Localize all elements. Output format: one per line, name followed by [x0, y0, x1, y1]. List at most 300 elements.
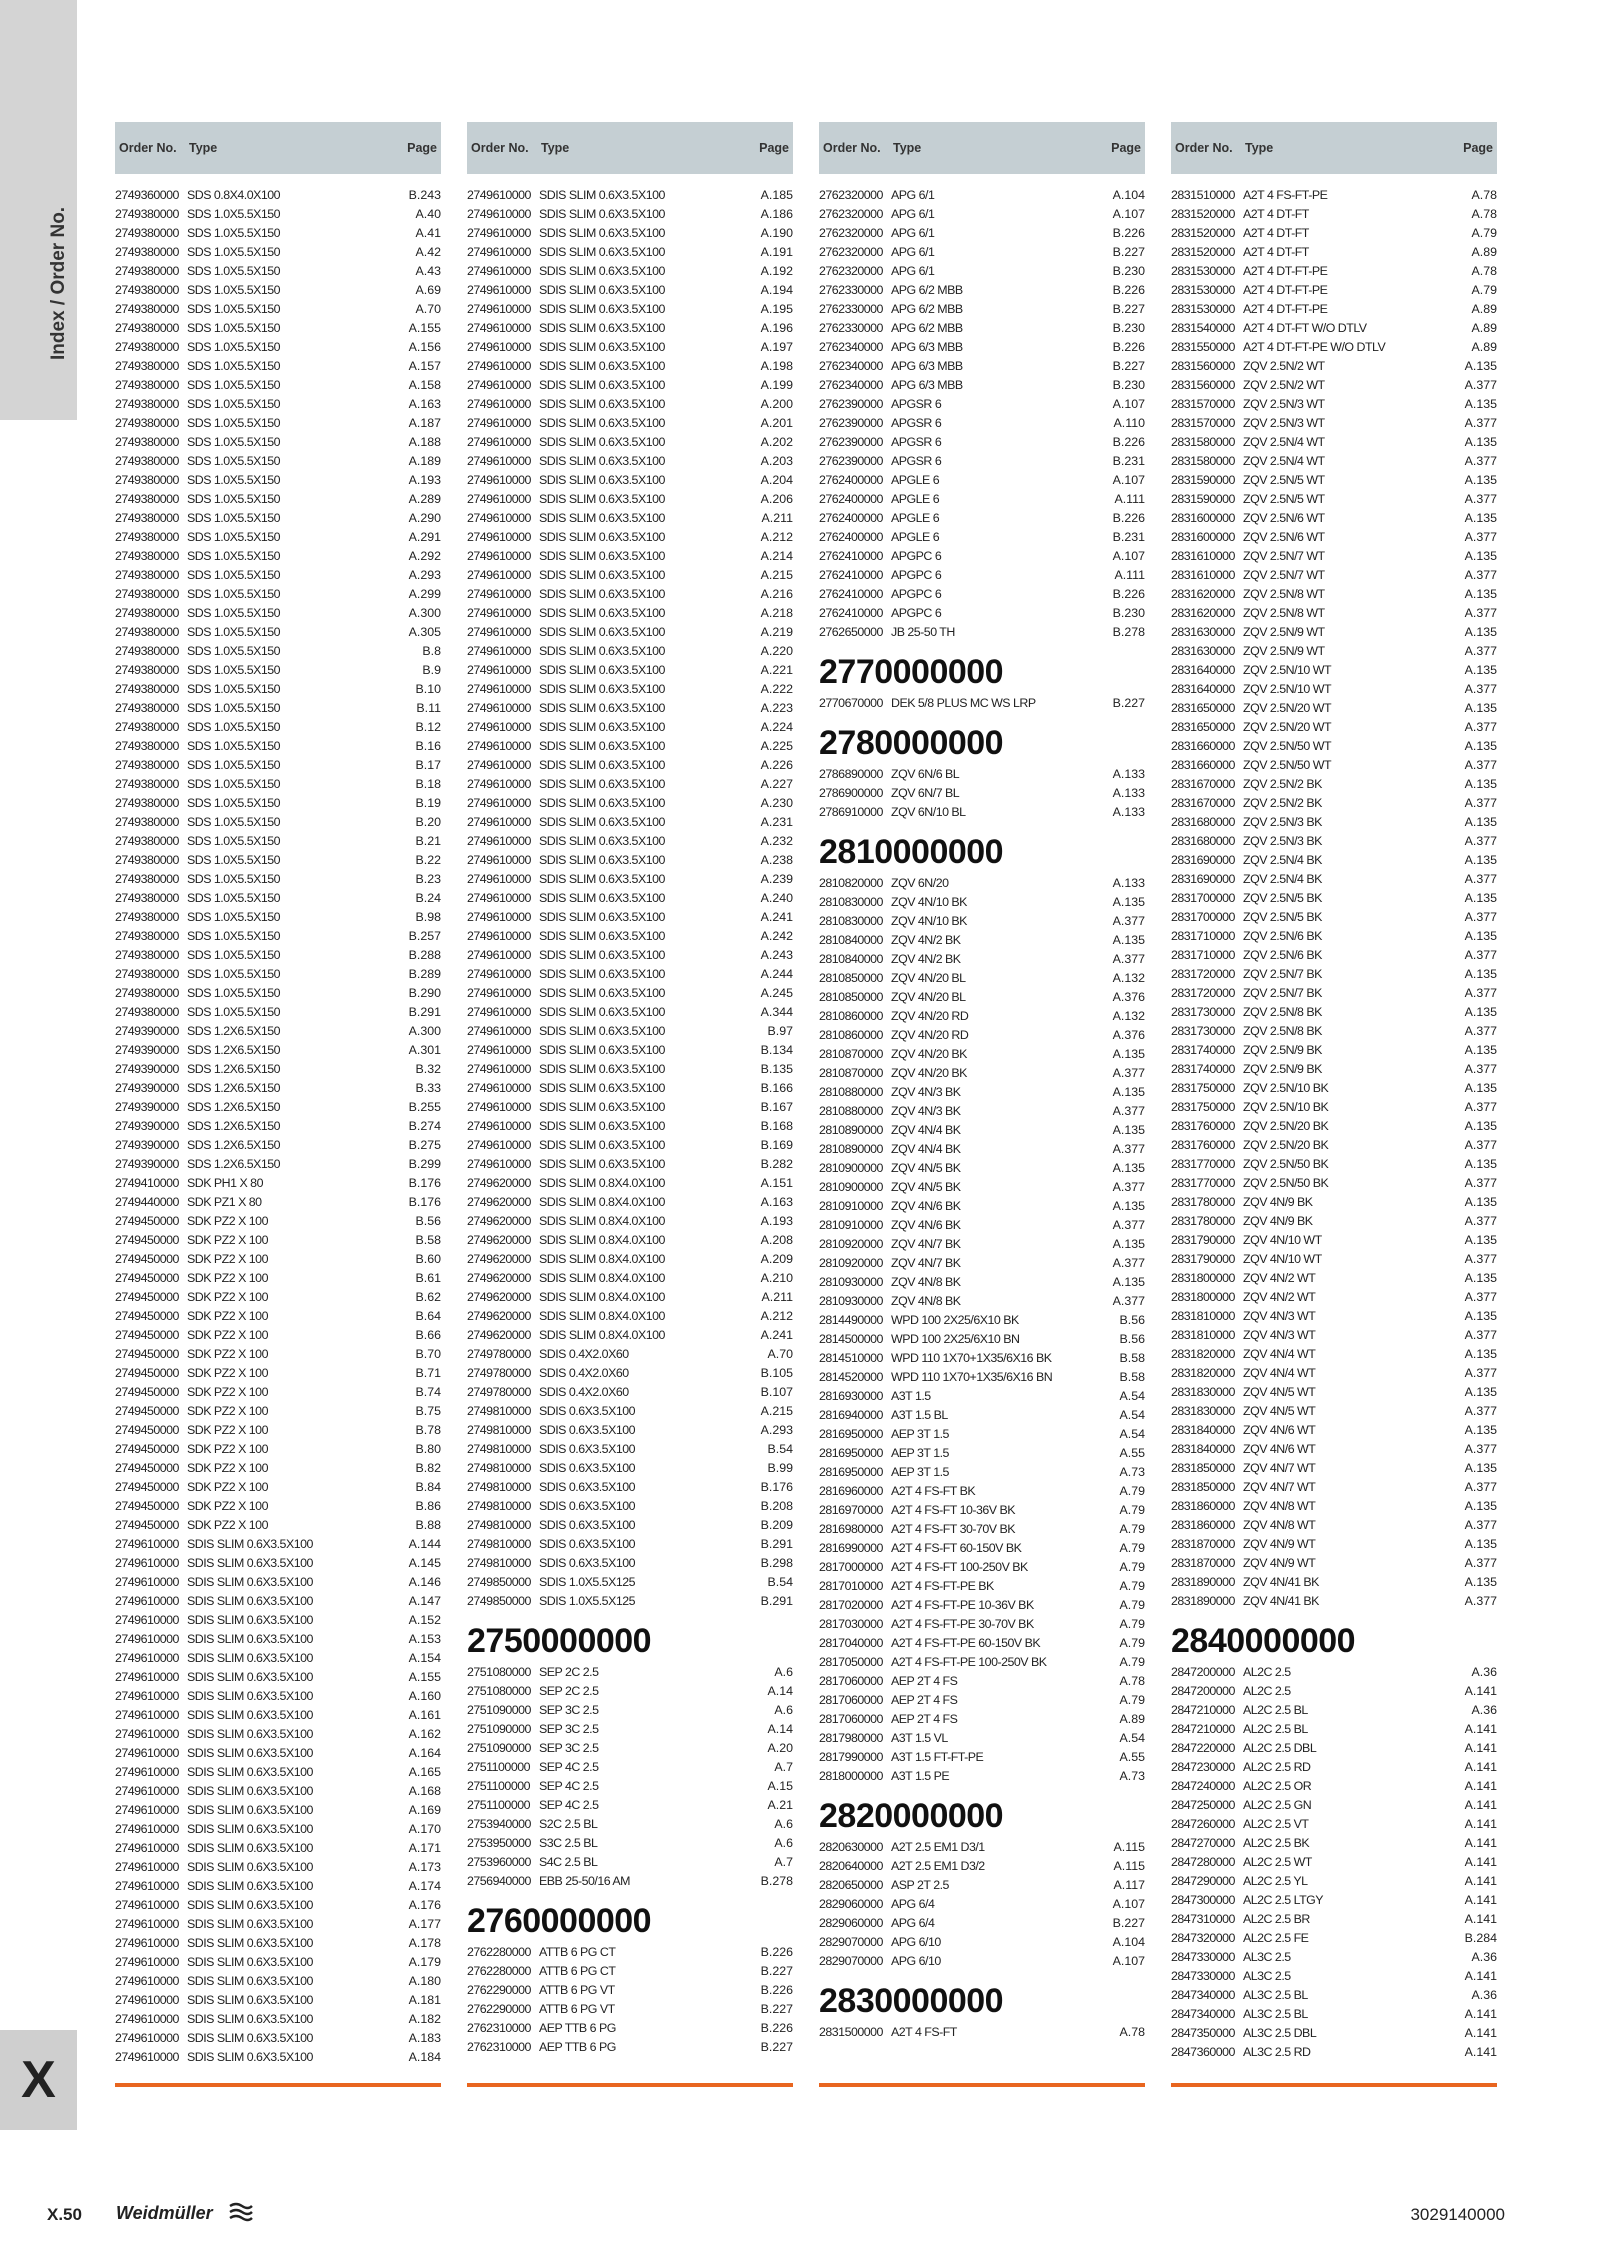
order-no-cell: 2762320000	[819, 245, 883, 259]
page-ref-cell: A.192	[760, 264, 793, 278]
index-row	[467, 528, 793, 547]
order-no-cell: 2762410000	[819, 606, 883, 620]
page-ref-cell: A.197	[760, 340, 793, 354]
order-no-cell: 2749610000	[115, 1898, 179, 1912]
order-no-cell: 2810860000	[819, 1028, 883, 1042]
page-ref-cell: A.203	[760, 454, 793, 468]
order-no-cell: 2847330000	[1171, 1950, 1235, 1964]
index-row	[1171, 1834, 1497, 1853]
column-footer-rule	[1171, 2083, 1497, 2087]
order-no-cell: 2749810000	[467, 1461, 531, 1475]
order-no-cell: 2847210000	[1171, 1722, 1235, 1736]
type-cell: SDIS SLIM 0.6X3.5X100	[539, 1157, 665, 1171]
index-row	[467, 1174, 793, 1193]
type-cell: A2T 4 FS-FT BK	[891, 1484, 976, 1498]
page-ref-cell: A.193	[408, 473, 441, 487]
page-ref-cell: A.133	[1112, 876, 1145, 890]
type-cell: SDIS 0.6X3.5X100	[539, 1461, 636, 1475]
page-ref-cell: A.43	[415, 264, 441, 278]
column-body	[1171, 174, 1497, 2087]
group-heading: 2760000000	[467, 1902, 652, 1940]
page-ref-cell: A.242	[760, 929, 793, 943]
index-row	[467, 2038, 793, 2057]
type-cell: ZQV 4N/20 BK	[891, 1066, 967, 1080]
order-no-cell: 2749610000	[467, 188, 531, 202]
order-no-cell: 2749810000	[467, 1480, 531, 1494]
type-cell: ATTB 6 PG VT	[539, 2002, 615, 2016]
type-cell: SDS 1.0X5.5X150	[187, 549, 281, 563]
page-ref-cell: A.141	[1464, 1798, 1497, 1812]
page-ref-cell: A.107	[1112, 549, 1145, 563]
page-ref-cell: A.293	[408, 568, 441, 582]
type-cell: ZQV 4N/4 BK	[891, 1123, 961, 1137]
order-no-cell: 2831630000	[1171, 625, 1235, 639]
index-row	[115, 2048, 441, 2067]
order-no-cell: 2831620000	[1171, 587, 1235, 601]
index-row	[115, 813, 441, 832]
type-cell: ZQV 6N/6 BL	[891, 767, 960, 781]
index-row	[819, 1121, 1145, 1140]
page-ref-cell: A.42	[415, 245, 441, 259]
order-no-cell: 2749450000	[115, 1214, 179, 1228]
order-no-cell: 2749380000	[115, 245, 179, 259]
page-ref-cell: A.377	[1464, 872, 1497, 886]
order-no-cell: 2749390000	[115, 1100, 179, 1114]
order-no-cell: 2749620000	[467, 1233, 531, 1247]
index-row	[467, 376, 793, 395]
page-ref-cell: A.180	[408, 1974, 441, 1988]
index-row	[1171, 1815, 1497, 1834]
index-row	[1171, 414, 1497, 433]
index-row	[467, 1231, 793, 1250]
type-cell: ZQV 4N/6 BK	[891, 1199, 961, 1213]
index-row	[115, 1820, 441, 1839]
order-no-cell: 2820650000	[819, 1878, 883, 1892]
order-no-cell: 2831610000	[1171, 549, 1235, 563]
page-ref-cell: A.292	[408, 549, 441, 563]
index-row	[467, 1098, 793, 1117]
order-no-cell: 2762400000	[819, 511, 883, 525]
order-no-cell: 2749390000	[115, 1119, 179, 1133]
type-cell: SDIS SLIM 0.6X3.5X100	[187, 1613, 313, 1627]
type-cell: SDS 1.0X5.5X150	[187, 359, 281, 373]
page-ref-cell: A.78	[1119, 1674, 1145, 1688]
order-no-cell: 2749380000	[115, 948, 179, 962]
page-ref-cell: A.177	[408, 1917, 441, 1931]
order-no-cell: 2847320000	[1171, 1931, 1235, 1945]
index-column-1	[115, 122, 441, 2087]
index-row	[819, 1349, 1145, 1368]
page-ref-cell: B.176	[408, 1195, 441, 1209]
page-ref-cell: A.240	[760, 891, 793, 905]
index-row	[1171, 927, 1497, 946]
page-ref-cell: A.206	[760, 492, 793, 506]
order-no-cell: 2749810000	[467, 1556, 531, 1570]
type-cell: SDIS SLIM 0.6X3.5X100	[187, 1594, 313, 1608]
page-ref-cell: A.78	[1471, 264, 1497, 278]
page-ref-cell: A.198	[760, 359, 793, 373]
order-no-cell: 2831820000	[1171, 1366, 1235, 1380]
type-cell: SEP 4C 2.5	[539, 1779, 599, 1793]
page-ref-cell: B.255	[408, 1100, 441, 1114]
page-ref-cell: A.6	[774, 1703, 793, 1717]
order-no-cell: 2810820000	[819, 876, 883, 890]
index-row	[467, 2000, 793, 2019]
index-row	[115, 832, 441, 851]
page-ref-cell: A.135	[1464, 967, 1497, 981]
page-ref-cell: B.8	[422, 644, 441, 658]
order-no-cell: 2847300000	[1171, 1893, 1235, 1907]
type-cell: SDS 1.0X5.5X150	[187, 321, 281, 335]
index-row	[1171, 661, 1497, 680]
type-cell: SDIS SLIM 0.6X3.5X100	[539, 207, 665, 221]
order-no-cell: 2749380000	[115, 777, 179, 791]
index-row	[467, 604, 793, 623]
order-no-cell: 2749620000	[467, 1328, 531, 1342]
page-ref-cell: A.73	[1119, 1465, 1145, 1479]
index-row	[467, 623, 793, 642]
index-row	[1171, 1060, 1497, 1079]
page-ref-cell: A.107	[1112, 207, 1145, 221]
column-header	[1171, 122, 1497, 174]
index-row	[115, 357, 441, 376]
order-no-cell: 2762320000	[819, 188, 883, 202]
index-row	[115, 1136, 441, 1155]
index-row	[1171, 642, 1497, 661]
order-no-cell: 2831760000	[1171, 1119, 1235, 1133]
page-ref-cell: A.79	[1119, 1655, 1145, 1669]
order-no-cell: 2831690000	[1171, 853, 1235, 867]
page-ref-cell: A.135	[1112, 1047, 1145, 1061]
page-ref-cell: B.18	[415, 777, 441, 791]
index-row	[1171, 908, 1497, 927]
index-row	[1171, 1777, 1497, 1796]
page-ref-cell: A.377	[1464, 1214, 1497, 1228]
order-no-cell: 2810830000	[819, 914, 883, 928]
type-cell: SDIS SLIM 0.6X3.5X100	[539, 245, 665, 259]
order-no-cell: 2847310000	[1171, 1912, 1235, 1926]
index-row	[115, 1478, 441, 1497]
order-no-cell: 2820630000	[819, 1840, 883, 1854]
type-cell: ZQV 2.5N/4 WT	[1243, 435, 1325, 449]
index-row	[467, 1682, 793, 1701]
order-no-cell: 2749620000	[467, 1195, 531, 1209]
order-no-cell: 2831750000	[1171, 1100, 1235, 1114]
index-row	[1171, 1136, 1497, 1155]
order-no-cell: 2749620000	[467, 1309, 531, 1323]
type-cell: ZQV 2.5N/5 BK	[1243, 910, 1322, 924]
order-no-cell: 2817030000	[819, 1617, 883, 1631]
index-row	[819, 395, 1145, 414]
type-cell: SDIS SLIM 0.6X3.5X100	[539, 853, 665, 867]
index-row	[1171, 2043, 1497, 2062]
page-ref-cell: A.377	[1112, 1180, 1145, 1194]
order-no-cell: 2810880000	[819, 1104, 883, 1118]
type-cell: ZQV 4N/4 WT	[1243, 1347, 1316, 1361]
page-ref-cell: B.226	[760, 2021, 793, 2035]
index-row	[1171, 1022, 1497, 1041]
order-no-cell: 2749610000	[115, 1746, 179, 1760]
order-no-cell: 2831830000	[1171, 1385, 1235, 1399]
type-cell: AEP 3T 1.5	[891, 1446, 949, 1460]
type-cell: SDIS SLIM 0.6X3.5X100	[539, 283, 665, 297]
index-row	[467, 509, 793, 528]
order-no-cell: 2831560000	[1171, 378, 1235, 392]
order-no-cell: 2749610000	[467, 207, 531, 221]
page-ref-cell: A.135	[1464, 1499, 1497, 1513]
type-cell: SDIS SLIM 0.8X4.0X100	[539, 1176, 665, 1190]
type-cell: ZQV 6N/10 BL	[891, 805, 966, 819]
order-no-cell: 2749610000	[115, 1575, 179, 1589]
index-row	[467, 1383, 793, 1402]
page-ref-cell: A.79	[1119, 1541, 1145, 1555]
index-row	[115, 376, 441, 395]
type-cell: SDK PZ2 X 100	[187, 1271, 268, 1285]
page-ref-cell: A.79	[1471, 283, 1497, 297]
page-ref-cell: A.376	[1112, 990, 1145, 1004]
order-no-cell: 2749610000	[115, 1803, 179, 1817]
index-row	[1171, 1720, 1497, 1739]
index-row	[1171, 1910, 1497, 1929]
type-cell: ZQV 4N/20 RD	[891, 1009, 969, 1023]
page-ref-cell: A.194	[760, 283, 793, 297]
order-no-cell: 2749610000	[115, 1936, 179, 1950]
order-no-cell: 2817040000	[819, 1636, 883, 1650]
page-ref-cell: A.135	[1464, 511, 1497, 525]
index-row	[1171, 1174, 1497, 1193]
type-cell: SDS 0.8X4.0X100	[187, 188, 281, 202]
page-ref-cell: A.162	[408, 1727, 441, 1741]
type-cell: SDIS SLIM 0.6X3.5X100	[187, 1841, 313, 1855]
page-ref-cell: A.154	[408, 1651, 441, 1665]
order-no-cell: 2831850000	[1171, 1480, 1235, 1494]
index-row	[819, 1235, 1145, 1254]
order-no-cell: 2831740000	[1171, 1043, 1235, 1057]
index-row	[467, 984, 793, 1003]
type-cell: ZQV 2.5N/50 WT	[1243, 758, 1332, 772]
order-no-cell: 2762650000	[819, 625, 883, 639]
index-row	[1171, 471, 1497, 490]
order-no-cell: 2749610000	[115, 1727, 179, 1741]
type-cell: ZQV 2.5N/6 BK	[1243, 948, 1322, 962]
index-row	[1171, 300, 1497, 319]
page-ref-cell: A.135	[1112, 1199, 1145, 1213]
order-no-cell: 2751080000	[467, 1665, 531, 1679]
type-cell: ZQV 2.5N/3 WT	[1243, 397, 1325, 411]
type-cell: ZQV 2.5N/2 BK	[1243, 777, 1322, 791]
index-row	[115, 1725, 441, 1744]
index-row	[115, 414, 441, 433]
index-row	[1171, 680, 1497, 699]
page-ref-cell: A.193	[760, 1214, 793, 1228]
index-row	[467, 1663, 793, 1682]
type-cell: SDIS SLIM 0.6X3.5X100	[539, 720, 665, 734]
brand-mark-icon	[228, 2200, 254, 2222]
type-cell: AEP 2T 4 FS	[891, 1712, 958, 1726]
type-cell: SDIS SLIM 0.8X4.0X100	[539, 1328, 665, 1342]
index-row	[1171, 262, 1497, 281]
order-no-cell: 2749380000	[115, 530, 179, 544]
order-no-cell: 2749610000	[467, 549, 531, 563]
page-ref-cell: A.115	[1113, 1859, 1145, 1873]
order-no-cell: 2829060000	[819, 1916, 883, 1930]
order-no-cell: 2749380000	[115, 644, 179, 658]
order-no-cell: 2831810000	[1171, 1309, 1235, 1323]
page-ref-cell: A.141	[1464, 1722, 1497, 1736]
order-no-cell: 2831500000	[819, 2025, 883, 2039]
index-row	[467, 1758, 793, 1777]
page-ref-cell: A.218	[760, 606, 793, 620]
order-no-cell: 2762310000	[467, 2021, 531, 2035]
page-ref-cell: A.79	[1119, 1693, 1145, 1707]
order-no-cell: 2831760000	[1171, 1138, 1235, 1152]
type-cell: SDIS 0.6X3.5X100	[539, 1423, 636, 1437]
index-row	[115, 794, 441, 813]
index-row	[115, 1079, 441, 1098]
index-row	[115, 2010, 441, 2029]
type-cell: SDIS SLIM 0.6X3.5X100	[187, 1898, 313, 1912]
type-cell: ZQV 4N/3 WT	[1243, 1328, 1316, 1342]
index-row	[819, 623, 1145, 642]
index-row	[115, 1364, 441, 1383]
type-cell: SEP 3C 2.5	[539, 1703, 599, 1717]
index-row	[115, 718, 441, 737]
type-cell: SDS 1.0X5.5X150	[187, 264, 281, 278]
order-no-cell: 2847270000	[1171, 1836, 1235, 1850]
group-heading: 2830000000	[819, 1982, 1004, 2020]
index-row	[115, 1649, 441, 1668]
type-cell: SDIS SLIM 0.6X3.5X100	[539, 1005, 665, 1019]
type-cell: ZQV 2.5N/50 WT	[1243, 739, 1332, 753]
type-cell: SDIS SLIM 0.6X3.5X100	[539, 378, 665, 392]
index-row	[1171, 1345, 1497, 1364]
type-cell: A2T 2.5 EM1 D3/2	[891, 1859, 985, 1873]
order-no-cell: 2831800000	[1171, 1271, 1235, 1285]
type-cell: ZQV 4N/8 BK	[891, 1275, 961, 1289]
page-ref-cell: B.291	[408, 1005, 441, 1019]
index-row	[1171, 319, 1497, 338]
order-no-cell: 2847280000	[1171, 1855, 1235, 1869]
index-row	[819, 1857, 1145, 1876]
index-row	[115, 661, 441, 680]
index-row	[1171, 1212, 1497, 1231]
order-no-cell: 2762390000	[819, 416, 883, 430]
order-no-cell: 2847220000	[1171, 1741, 1235, 1755]
type-cell: A3T 1.5 VL	[891, 1731, 948, 1745]
page-ref-cell: B.80	[415, 1442, 441, 1456]
index-row	[819, 1748, 1145, 1767]
page-ref-cell: B.227	[1112, 245, 1145, 259]
index-row	[115, 1402, 441, 1421]
index-row	[819, 1140, 1145, 1159]
index-row	[467, 357, 793, 376]
index-row	[115, 1497, 441, 1516]
type-cell: SDK PZ2 X 100	[187, 1404, 268, 1418]
type-cell: ZQV 2.5N/7 WT	[1243, 568, 1325, 582]
page-ref-cell: B.278	[760, 1874, 793, 1888]
order-no-cell: 2749610000	[467, 663, 531, 677]
index-row	[819, 1425, 1145, 1444]
group-heading: 2810000000	[819, 833, 1004, 871]
type-cell: A2T 4 FS-FT-PE 100-250V BK	[891, 1655, 1047, 1669]
page-ref-cell: A.36	[1471, 1703, 1497, 1717]
type-cell: ZQV 4N/20 RD	[891, 1028, 969, 1042]
page-ref-cell: A.54	[1119, 1731, 1145, 1745]
index-row	[115, 1421, 441, 1440]
page-ref-cell: B.16	[415, 739, 441, 753]
index-row	[115, 300, 441, 319]
index-row	[819, 1178, 1145, 1197]
index-row	[115, 1041, 441, 1060]
order-no-cell: 2814520000	[819, 1370, 883, 1384]
order-no-cell: 2831550000	[1171, 340, 1235, 354]
order-no-cell: 2831790000	[1171, 1233, 1235, 1247]
page-ref-cell: A.377	[1464, 606, 1497, 620]
order-no-cell: 2831720000	[1171, 967, 1235, 981]
type-cell: ZQV 4N/2 WT	[1243, 1271, 1316, 1285]
page-ref-cell: A.79	[1119, 1579, 1145, 1593]
order-no-cell: 2749610000	[467, 739, 531, 753]
index-row	[819, 376, 1145, 395]
type-cell: ZQV 4N/20 BL	[891, 971, 966, 985]
page-ref-cell: A.141	[1464, 1855, 1497, 1869]
index-row	[115, 1383, 441, 1402]
index-row	[115, 1174, 441, 1193]
page-ref-cell: A.161	[408, 1708, 441, 1722]
type-cell: ZQV 2.5N/6 WT	[1243, 511, 1325, 525]
page-ref-cell: A.377	[1464, 1176, 1497, 1190]
order-no-cell: 2749380000	[115, 264, 179, 278]
index-row	[467, 718, 793, 737]
index-row	[467, 1796, 793, 1815]
type-cell: ZQV 4N/8 WT	[1243, 1518, 1316, 1532]
page-ref-cell: A.216	[760, 587, 793, 601]
type-cell: ZQV 2.5N/8 BK	[1243, 1024, 1322, 1038]
type-cell: ATTB 6 PG CT	[539, 1964, 616, 1978]
order-no-cell: 2749610000	[115, 2031, 179, 2045]
page-ref-cell: B.227	[1112, 696, 1145, 710]
order-no-cell: 2749610000	[467, 1062, 531, 1076]
order-no-cell: 2829070000	[819, 1954, 883, 1968]
page-ref-cell: A.157	[408, 359, 441, 373]
page-ref-cell: B.226	[760, 1945, 793, 1959]
page-ref-cell: A.135	[1464, 701, 1497, 715]
type-cell: SDIS SLIM 0.6X3.5X100	[539, 264, 665, 278]
type-cell: SDS 1.0X5.5X150	[187, 1005, 281, 1019]
brand-logo-text: Weidmüller	[116, 2203, 213, 2223]
page-ref-cell: B.169	[760, 1138, 793, 1152]
type-cell: SDIS SLIM 0.6X3.5X100	[539, 663, 665, 677]
type-cell: SEP 2C 2.5	[539, 1684, 599, 1698]
index-row	[115, 243, 441, 262]
order-no-cell: 2817050000	[819, 1655, 883, 1669]
type-cell: APG 6/4	[891, 1916, 935, 1930]
index-row	[1171, 623, 1497, 642]
index-row	[467, 281, 793, 300]
type-cell: ZQV 2.5N/10 BK	[1243, 1081, 1329, 1095]
index-row	[467, 300, 793, 319]
type-cell: ZQV 4N/8 WT	[1243, 1499, 1316, 1513]
order-no-cell: 2749610000	[467, 910, 531, 924]
index-row	[819, 1710, 1145, 1729]
index-row	[1171, 1079, 1497, 1098]
type-cell: ZQV 2.5N/7 BK	[1243, 967, 1322, 981]
index-row	[1171, 794, 1497, 813]
page-ref-cell: A.135	[1464, 1347, 1497, 1361]
page-ref-cell: A.73	[1119, 1769, 1145, 1783]
index-row	[115, 1060, 441, 1079]
order-no-cell: 2749380000	[115, 416, 179, 430]
